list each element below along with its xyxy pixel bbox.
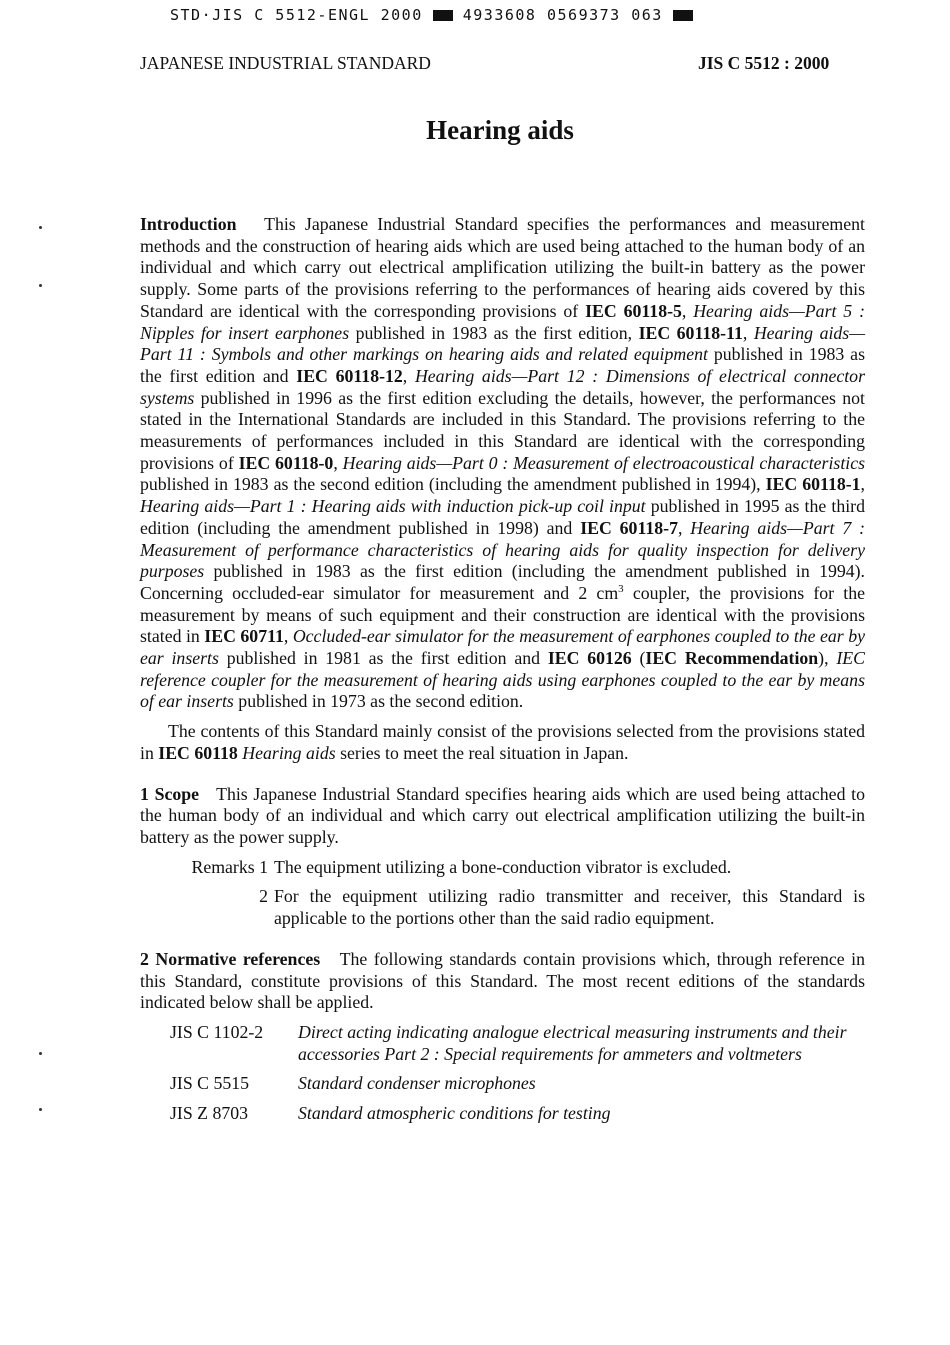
normative-references-paragraph xyxy=(140,949,865,1014)
black-bar-mark xyxy=(673,10,693,21)
remark-item xyxy=(140,886,865,929)
normative-references-text: The following standards contain provisions which, through reference in this Standard, constitute provisions of this Standard. The most recent editions of the standards indicated below shall be applied. xyxy=(140,948,865,1013)
ref-code: IEC 60118-7 xyxy=(580,517,678,538)
remark-text: The equipment utilizing a bone-conduction vibrator is excluded. xyxy=(274,856,732,877)
remark-label: 2 xyxy=(259,886,268,907)
ref-title: Hearing aids—Part 12 : Dimensions of electrical connector systems xyxy=(140,365,865,408)
introduction-heading: Introduction xyxy=(140,214,237,234)
document-id-line xyxy=(170,6,693,24)
remark-label: Remarks 1 xyxy=(191,856,268,877)
normative-references-heading: 2 Normative references xyxy=(140,948,321,969)
ref-title: Hearing aids—Part 5 : Nipples for insert earphones xyxy=(140,300,865,343)
scope-heading: 1 Scope xyxy=(140,783,200,804)
margin-speck xyxy=(39,1108,42,1111)
black-bar-mark xyxy=(433,10,453,21)
ref-code: IEC 60118-12 xyxy=(296,365,403,386)
reference-item xyxy=(140,1022,865,1065)
document-body xyxy=(140,214,865,1125)
superscript: 3 xyxy=(618,583,624,596)
scope-text: This Japanese Industrial Standard specifies hearing aids which are used being attached to the human body of an individual and which carry out electrical amplification utilizing the built-in battery as the power supply. xyxy=(140,783,865,847)
remark-text: For the equipment utilizing radio transmitter and receiver, this Standard is applicable to the portions other than the said radio equipment. xyxy=(274,886,865,929)
ref-title: Hearing aids—Part 0 : Measurement of electroacoustical characteristics xyxy=(342,452,866,473)
margin-speck xyxy=(39,284,42,287)
contents-paragraph: The contents of this Standard mainly consist of the provisions selected from the provisions stated in IEC 60118 Hearing aids series to meet the real situation in Japan. xyxy=(140,721,865,763)
margin-speck xyxy=(39,1052,42,1055)
header-standard-label: JAPANESE INDUSTRIAL STANDARD xyxy=(140,53,431,73)
introduction-paragraph: Introduction This Japanese Industrial Standard specifies the performances and measurement methods and the construction of hearing aids which are used being attached to the human body of an individual and which carry out electrical amplification utilizing the built-in battery as the power supply. Some parts of the provisions referring to the performances of hearing aids covered by this Standard are identical with the corresponding provisions of IEC 60118-5, Hearing aids—Part 5 : Nipples for insert earphones published in 1983 as the first edition, IEC 60118-11, Hearing aids—Part 11 : Symbols and other markings on hearing aids and related equipment published in 1983 as the first edition and IEC 60118-12, Hearing aids—Part 12 : Dimensions of electrical connector systems published in 1996 as the first edition excluding the details, however, the performances not stated in the International Standards are included in this Standard. The provisions referring to the measurements of performances included in this Standard are identical with the corresponding provisions of IEC 60118-0, Hearing aids—Part 0 : Measurement of electroacoustical characteristics published in 1983 as the second edition (including the amendment published in 1994), IEC 60118-1, Hearing aids—Part 1 : Hearing aids with induction pick-up coil input published in 1995 as the third edition (including the amendment published in 1998) and IEC 60118-7, Hearing aids—Part 7 : Measurement of performance characteristics of hearing aids for quality inspection for delivery purposes published in 1983 as the first edition (including the amendment published in 1994). Concerning occluded-ear simulator for measurement and 2 $cm^3$ coupler, the provisions for the measurement by means of such equipment and their construction are identical with the provisions stated in IEC 60711, Occluded-ear simulator for the measurement of earphones coupled to the ear by ear inserts published in 1981 as the first edition and IEC 60126 (IEC Recommendation), IEC reference coupler for the measurement of hearing aids using earphones coupled to the ear by means of ear inserts published in 1973 as the second edition. xyxy=(140,214,866,712)
ref-code: IEC 60126 xyxy=(547,648,632,669)
reference-code: JIS C 1102-2 xyxy=(170,1021,264,1042)
ref-title: Hearing aids—Part 1 : Hearing aids with induction pick-up coil input xyxy=(140,496,646,517)
ref-code: IEC 60711 xyxy=(204,626,284,647)
ref-note: IEC Recommendation xyxy=(645,648,819,669)
reference-item xyxy=(140,1073,865,1095)
reference-code: JIS Z 8703 xyxy=(170,1103,249,1124)
ref-title: Hearing aids—Part 7 : Measurement of performance characteristics of hearing aids for quality inspection for delivery purposes xyxy=(140,517,866,582)
reference-title: Standard atmospheric conditions for testing xyxy=(298,1103,611,1124)
scope-paragraph xyxy=(140,784,865,849)
reference-item xyxy=(140,1103,865,1125)
reference-title: Direct acting indicating analogue electrical measuring instruments and their accessories Part 2 : Special requirements for ammeters and voltmeters xyxy=(298,1021,847,1064)
header-standard-number: JIS C 5512 : 2000 xyxy=(698,53,830,73)
ref-title: Occluded-ear simulator for the measurement of earphones coupled to the ear by ear inserts xyxy=(140,626,866,669)
document-id-text: STD·JIS C 5512-ENGL 2000 xyxy=(170,6,423,24)
reference-title: Standard condenser microphones xyxy=(298,1073,536,1094)
reference-code: JIS C 5515 xyxy=(170,1073,250,1094)
page-title: Hearing aids xyxy=(426,115,574,145)
margin-speck xyxy=(39,226,42,229)
ref-title: IEC reference coupler for the measurement of hearing aids using earphones coupled to the ear by means of ear inserts xyxy=(140,648,865,712)
ref-title: Hearing aids—Part 11 : Symbols and other markings on hearing aids and related equipment xyxy=(140,322,866,365)
ref-code: IEC 60118-1 xyxy=(765,474,861,495)
ref-code: IEC 60118-5 xyxy=(585,300,682,321)
ref-code: IEC 60118-11 xyxy=(638,322,743,343)
remark-item xyxy=(140,857,865,879)
ref-title: Hearing aids xyxy=(242,742,336,763)
ref-code: IEC 60118 xyxy=(158,742,238,763)
ref-code: IEC 60118-0 xyxy=(238,452,334,473)
barcode-number-text: 4933608 0569373 063 xyxy=(462,6,663,24)
